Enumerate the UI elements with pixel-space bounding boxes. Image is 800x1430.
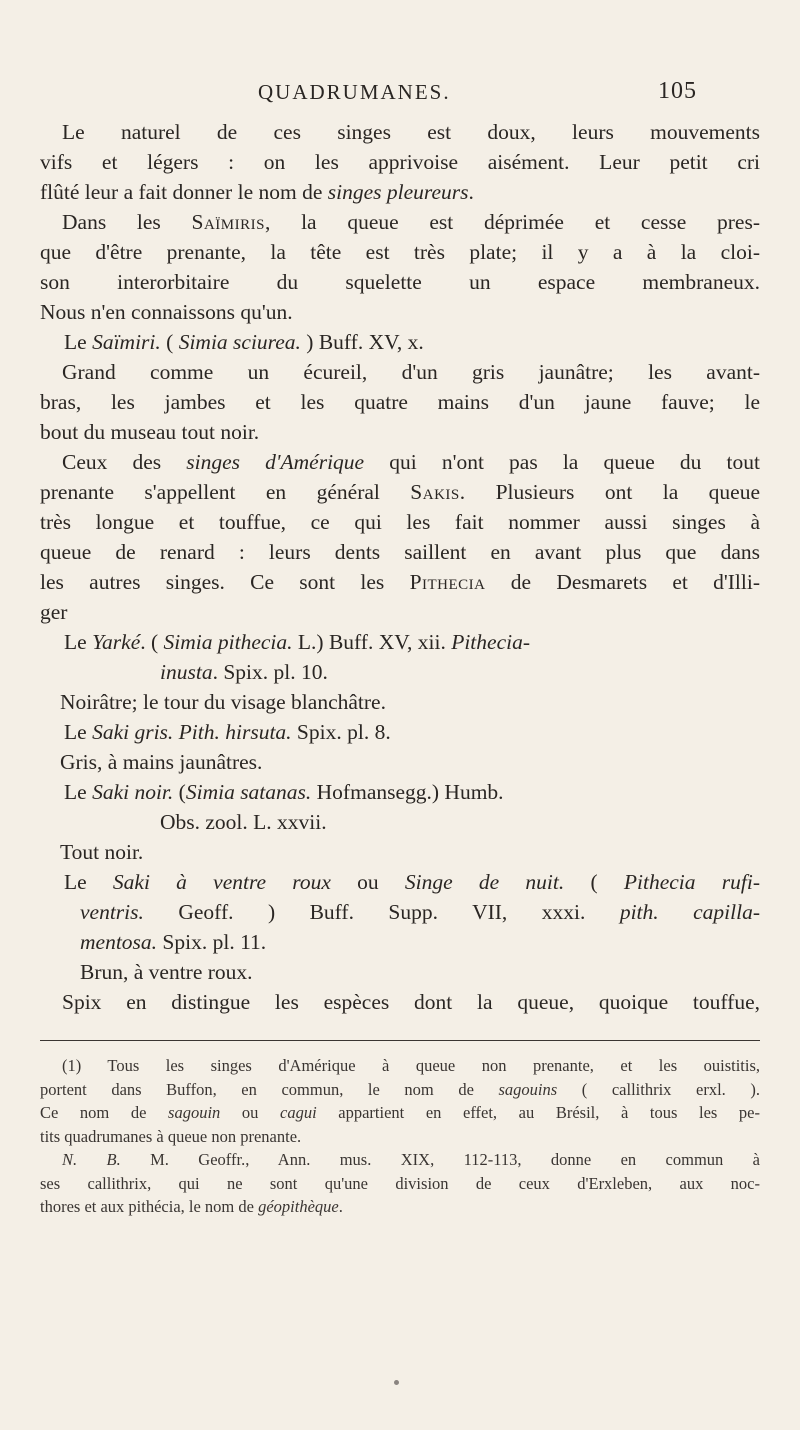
species-description: Gris, à mains jaunâtres.	[60, 750, 263, 774]
text-line: prenante s'appellent en général Sakis. Plusieurs ont la queue	[40, 480, 760, 504]
text-line: son interorbitaire du squelette un espace membraneux.	[40, 270, 760, 294]
genus-name: Pithecia	[409, 570, 486, 594]
species-heading: Le Saki noir. (Simia satanas. Hofmansegg.) Humb.	[64, 780, 504, 804]
species-description: Tout noir.	[60, 840, 144, 864]
species-heading-continued: Obs. zool. L. xxvii.	[160, 810, 327, 834]
text-line: les autres singes. Ce sont les Pithecia de Desmarets et d'Illi-	[40, 570, 761, 594]
species-heading: Le Saki à ventre roux ou Singe de nuit. ( Pithecia rufi-	[64, 870, 760, 894]
text-line: que d'être prenante, la tête est très plate; il y a à la cloi-	[40, 240, 760, 264]
text-line: Dans les Saïmiris, la queue est déprimée et cesse pres-	[62, 210, 760, 234]
species-description: Noirâtre; le tour du visage blanchâtre.	[60, 690, 386, 714]
text-line: bout du museau tout noir.	[40, 420, 260, 444]
text-line: Ceux des singes d'Amérique qui n'ont pas la queue du tout	[62, 450, 761, 474]
text-line: Nous n'en connaissons qu'un.	[40, 300, 293, 324]
page-header	[0, 80, 800, 110]
species-heading: Le Saïmiri. ( Simia sciurea. ) Buff. XV, x.	[64, 330, 424, 354]
text-line: ger	[40, 600, 68, 624]
paragraph-sakis	[40, 447, 760, 627]
text-line: bras, les jambes et les quatre mains d'un jaune fauve; le	[40, 390, 760, 414]
italic-term: singes pleureurs	[327, 180, 469, 204]
footnote-line: thores et aux pithécia, le nom de géopithèque.	[40, 1197, 343, 1216]
text-line: Spix en distingue les espèces dont la queue, quoique touffue,	[62, 990, 760, 1014]
species-heading: Le Saki gris. Pith. hirsuta. Spix. pl. 8.	[64, 720, 391, 744]
species-entry-saki-ventre-roux	[40, 867, 760, 987]
species-entry-saimiri	[40, 327, 760, 357]
species-description: Brun, à ventre roux.	[80, 960, 253, 984]
text-line: vifs et légers : on les apprivoise aisément. Leur petit cri	[40, 150, 760, 174]
text-line: très longue et touffue, ce qui les fait nommer aussi singes à	[40, 510, 760, 534]
paragraph-saimiri-description	[40, 357, 760, 447]
species-heading: Le Yarké. ( Simia pithecia. L.) Buff. XV, xii. Pithecia-	[64, 630, 531, 654]
footnote-line: Ce nom de sagouin ou cagui appartient en effet, au Brésil, à tous les pe-	[40, 1103, 760, 1122]
species-entry-yarke	[40, 627, 760, 717]
page-number: 105	[658, 78, 697, 104]
footnote-rule	[40, 1040, 760, 1041]
footnote-line: N. B. M. Geoffr., Ann. mus. XIX, 112-113, donne en commun à	[62, 1150, 760, 1169]
genus-name: Sakis	[410, 480, 460, 504]
footnote-line: (1) Tous les singes d'Amérique à queue non prenante, et les ouistitis,	[62, 1056, 760, 1075]
text-line: flûté leur a fait donner le nom de singes pleureurs.	[40, 180, 474, 204]
genus-name: Saïmiris	[191, 210, 265, 234]
text-line: Le naturel de ces singes est doux, leurs mouvements	[62, 120, 760, 144]
species-entry-saki-noir	[40, 777, 760, 867]
footnote-line: portent dans Buffon, en commun, le nom de sagouins ( callithrix erxl. ).	[40, 1079, 760, 1099]
running-head: QUADRUMANES.	[258, 80, 451, 104]
paragraph-naturel	[40, 117, 760, 207]
ink-speck	[394, 1380, 399, 1385]
footnote-line: ses callithrix, qui ne sont qu'une division de ceux d'Erxleben, aux noc-	[40, 1173, 760, 1193]
footnotes	[40, 1054, 760, 1219]
species-heading-continued: ventris. Geoff. ) Buff. Supp. VII, xxxi. pith. capilla-	[80, 900, 760, 924]
text-line: Grand comme un écureil, d'un gris jaunâtre; les avant-	[62, 360, 760, 384]
footnote-nb	[40, 1148, 760, 1219]
species-entry-saki-gris	[40, 717, 760, 777]
text-line: queue de renard : leurs dents saillent en avant plus que dans	[40, 540, 760, 564]
footnote-1	[40, 1054, 760, 1148]
species-heading-continued: mentosa. Spix. pl. 11.	[80, 930, 267, 954]
species-heading-continued: inusta. Spix. pl. 10.	[160, 660, 328, 684]
paragraph-saimiris	[40, 207, 760, 327]
main-text	[40, 117, 760, 1017]
footnote-line: tits quadrumanes à queue non prenante.	[40, 1126, 302, 1146]
